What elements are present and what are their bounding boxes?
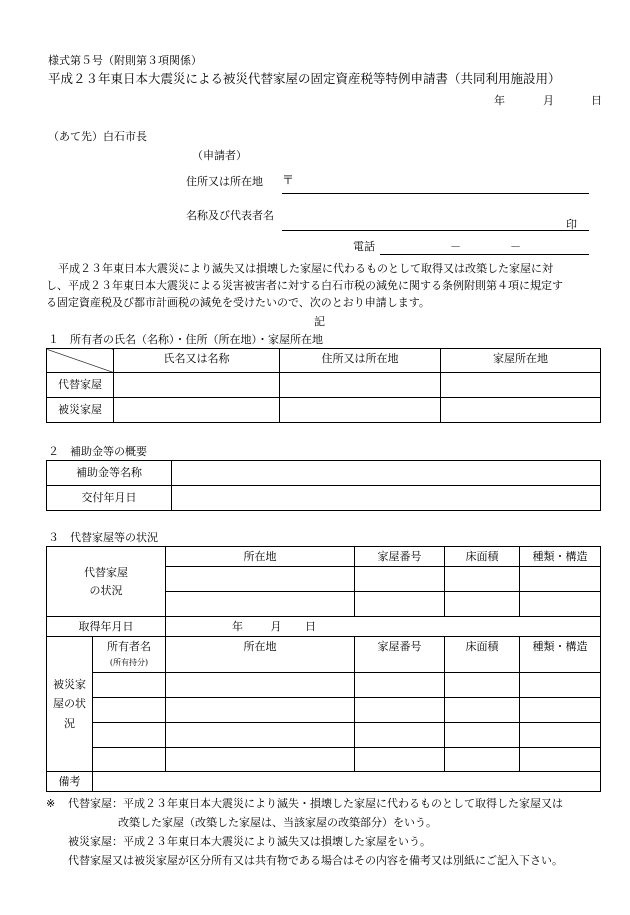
cell-input[interactable]: [114, 373, 280, 398]
date-month-label: 月: [543, 94, 554, 107]
cell-input[interactable]: [114, 398, 280, 423]
cell-input[interactable]: [280, 398, 441, 423]
acquired-date-cell[interactable]: [166, 617, 601, 637]
cell-input[interactable]: [520, 723, 601, 748]
col-house-number: 家屋番号: [355, 547, 445, 567]
cell-input[interactable]: [445, 698, 520, 723]
col-house-location: 家屋所在地: [441, 349, 601, 373]
cell-input[interactable]: [166, 723, 355, 748]
cell-input[interactable]: [166, 592, 355, 617]
form-title: 平成２３年東日本大震災による被災代替家屋の固定資産税等特例申請書（共同利用施設用）: [48, 71, 561, 86]
seal-mark: 印: [566, 218, 577, 231]
acquired-month: 月: [270, 619, 282, 633]
cell-input[interactable]: [520, 567, 601, 592]
cell-input[interactable]: [520, 748, 601, 772]
cell-input[interactable]: [172, 461, 601, 486]
cell-input[interactable]: [445, 748, 520, 772]
damaged-status-line2: 屋の状: [53, 697, 86, 711]
acquired-date-label: 取得年月日: [47, 617, 166, 637]
postal-mark: 〒: [282, 173, 295, 187]
cell-input[interactable]: [93, 673, 166, 698]
applicant-heading: （申請者）: [192, 149, 247, 162]
remarks-input[interactable]: [93, 772, 601, 792]
col-address: 住所又は所在地: [280, 349, 441, 373]
address-field-line[interactable]: [282, 193, 589, 194]
replacement-status-label: [47, 547, 166, 617]
cell-input[interactable]: [520, 673, 601, 698]
cell-input[interactable]: [445, 592, 520, 617]
col-owner: [93, 637, 166, 673]
row-replacement: 代替家屋: [47, 373, 114, 398]
phone-dash-2: －: [510, 240, 521, 253]
name-field-line[interactable]: [282, 230, 589, 231]
col-house-number-damaged: 家屋番号: [355, 637, 445, 673]
cell-input[interactable]: [520, 592, 601, 617]
section2-heading: ２ 補助金等の概要: [48, 445, 147, 458]
body-line-3: る固定資産税及び都市計画税の減免を受けたいので、次のとおり申請します。: [46, 296, 430, 309]
replacement-status-line1: 代替家屋: [84, 566, 128, 580]
note-3: 代替家屋又は被災家屋が区分所有又は共有物である場合はその内容を備考又は別紙にご記入下さい。: [68, 854, 563, 867]
cell-input[interactable]: [441, 373, 601, 398]
phone-label: 電話: [353, 240, 375, 253]
acquired-year: 年: [232, 619, 243, 633]
owner-table: [46, 348, 601, 423]
damaged-status-label: [47, 637, 93, 772]
cell-input[interactable]: [172, 486, 601, 511]
cell-input[interactable]: [355, 748, 445, 772]
owner-share-label: (所有持分): [109, 658, 149, 668]
cell-input[interactable]: [355, 673, 445, 698]
phone-field-line[interactable]: [380, 254, 589, 255]
cell-input[interactable]: [445, 567, 520, 592]
date-year-label: 年: [494, 94, 505, 107]
note-1a: 代替家屋：平成２３年東日本大震災により滅失・損壊した家屋に代わるものとして取得した家屋又は: [68, 797, 563, 810]
col-location: 所在地: [166, 547, 355, 567]
address-label: 住所又は所在地: [186, 175, 263, 188]
cell-input[interactable]: [355, 723, 445, 748]
body-line-1: 平成２３年東日本大震災により滅失又は損壊した家屋に代わるものとして取得又は改築した家屋に対: [58, 262, 553, 275]
name-label: 名称及び代表者名: [186, 209, 274, 222]
col-type-structure: 種類・構造: [520, 547, 601, 567]
note-mark: ※: [46, 797, 56, 810]
col-floor-area: 床面積: [445, 547, 520, 567]
col-type-structure-damaged: 種類・構造: [520, 637, 601, 673]
replacement-status-line2: の状況: [89, 583, 123, 597]
cell-input[interactable]: [166, 698, 355, 723]
subsidy-name-label: 補助金等名称: [47, 461, 172, 486]
cell-input[interactable]: [93, 698, 166, 723]
note-1b: 改築した家屋（改築した家屋は、当該家屋の改築部分）をいう。: [118, 816, 437, 829]
subsidy-table: [46, 460, 601, 511]
cell-input[interactable]: [166, 748, 355, 772]
cell-input[interactable]: [445, 723, 520, 748]
cell-input[interactable]: [93, 723, 166, 748]
cell-input[interactable]: [445, 673, 520, 698]
acquired-day: 日: [305, 619, 316, 633]
cell-input[interactable]: [166, 673, 355, 698]
col-floor-area-damaged: 床面積: [445, 637, 520, 673]
damaged-status-line3: 況: [64, 716, 75, 730]
phone-dash-1: －: [450, 240, 461, 253]
cell-input[interactable]: [166, 567, 355, 592]
remarks-label: 備考: [47, 772, 93, 792]
subsidy-date-label: 交付年月日: [47, 486, 172, 511]
col-location-damaged: 所在地: [166, 637, 355, 673]
house-status-table: [46, 546, 601, 792]
cell-input[interactable]: [355, 698, 445, 723]
date-day-label: 日: [591, 94, 602, 107]
addressee: （あて先）白石市長: [48, 130, 147, 143]
cell-input[interactable]: [520, 698, 601, 723]
cell-input[interactable]: [355, 592, 445, 617]
ki-mark: 記: [314, 315, 325, 328]
row-damaged: 被災家屋: [47, 398, 114, 423]
cell-input[interactable]: [355, 567, 445, 592]
cell-input[interactable]: [93, 748, 166, 772]
note-2: 被災家屋：平成２３年東日本大震災により滅失又は損壊した家屋をいう。: [68, 835, 431, 848]
cell-input[interactable]: [441, 398, 601, 423]
cell-input[interactable]: [280, 373, 441, 398]
body-line-2: し、平成２３年東日本大震災による災害被害者に対する白石市税の減免に関する条例附則第４項に規定す: [46, 279, 563, 292]
form-number: 様式第５号（附則第３項関係）: [48, 54, 202, 67]
damaged-status-line1: 被災家: [53, 678, 86, 692]
owner-col-label: 所有者名: [107, 640, 151, 653]
col-name: 氏名又は名称: [114, 349, 280, 373]
section1-heading: １ 所有者の氏名（名称）・住所（所在地）・家屋所在地: [48, 333, 323, 346]
owner-table-corner: [47, 349, 114, 373]
section3-heading: ３ 代替家屋等の状況: [48, 531, 158, 544]
